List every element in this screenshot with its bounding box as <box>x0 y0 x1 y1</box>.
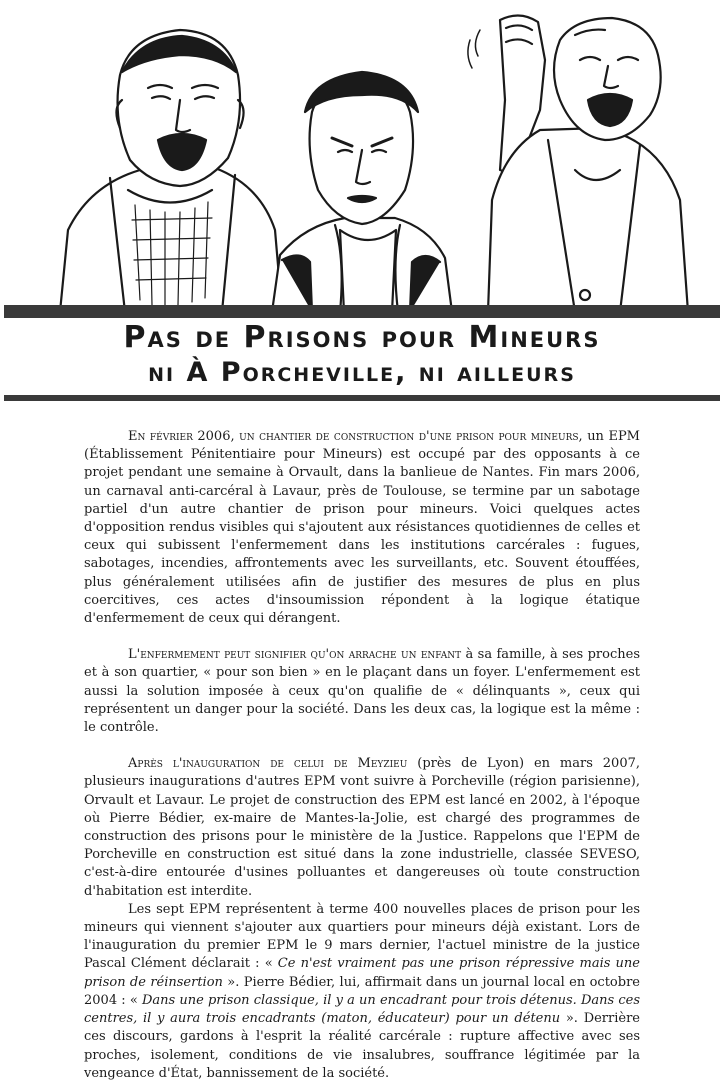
article-body <box>84 428 640 1083</box>
paragraph-4-text-2: ». Pierre Bédier, lui, affirmait dans un journal local en octobre 2004 : « <box>84 974 640 1008</box>
paragraph-4-text-1: Les sept EPM représentent à terme 400 nouvelles places de prison pour les mineurs qui viennent s'ajouter aux quartiers pour mineurs déjà existant. Lors de l'inauguration du premier EPM le 9 mars dernier, l'actuel ministre de la justice Pascal Clément déclarait : « <box>84 901 640 972</box>
paragraph-1 <box>84 428 640 628</box>
title-top-rule <box>4 305 720 318</box>
paragraph-3 <box>84 755 640 901</box>
paragraph-4-quote-1: Ce n'est vraiment pas une prison répressive mais une prison de réinsertion <box>84 956 640 990</box>
angry-boy-center-figure <box>272 72 452 312</box>
paragraph-4 <box>84 901 640 1083</box>
page-title-line-1: Pas de Prisons pour Mineurs <box>123 320 601 355</box>
paragraph-3-lead: Après l'inauguration de celui de Meyzieu <box>128 756 408 772</box>
title-bottom-rule <box>4 395 720 401</box>
page-title-line-2: ni À Porcheville, ni ailleurs <box>148 357 576 388</box>
three-boys-illustration <box>0 0 724 312</box>
paragraph-2 <box>84 646 640 737</box>
title-block <box>0 320 724 390</box>
paragraph-1-lead: En février 2006, un chantier de construction d'une prison pour mineurs, <box>128 429 583 444</box>
shouting-boy-right-figure <box>468 15 688 312</box>
shouting-boy-left-figure <box>60 30 282 312</box>
paragraph-2-text: à sa famille, à ses proches et à son quartier, « pour son bien » en le plaçant dans un foyer. L'enfermement est aussi la solution imposée à ceux qu'on qualifie de « délinquants », ceux qui représentent un danger pour la société. Dans les deux cas, la logique est la même : le contrôle. <box>84 647 640 736</box>
paragraph-2-lead: L'enfermement peut signifier qu'on arrache un enfant <box>128 647 462 663</box>
paragraph-1-text: un EPM (Établissement Pénitentiaire pour Mineurs) est occupé par des opposants à ce projet pendant une semaine à Orvault, dans la banlieue de Nantes. Fin mars 2006, un carnaval anti-carcéral à Lavaur, près de Toulouse, se termine par un sabotage partiel d'un autre chantier de prison pour mineurs. Voici quelques actes d'opposition rendus visibles qui s'ajoutent aux résistances quotidiennes de celles et ceux qui subissent l'enfermement dans les institutions carcérales : fugues, sabotages, incendies, affrontements avec les surveillants, etc. Souvent étouffées, plus généralement utilisées afin de justifier des mesures de plus en plus coercitives, ces actes d'insoumission répondent à la logique étatique d'enfermement de ceux qui dérangent. <box>84 429 640 627</box>
paragraph-4-text-3: ». Derrière ces discours, gardons à l'esprit la réalité carcérale : rupture affective avec ses proches, isolement, conditions de vie insalubres, souffrance légitimée par la vengeance d'État, bannissement de la société. <box>84 1011 640 1081</box>
paragraph-3-text: (près de Lyon) en mars 2007, plusieurs inaugurations d'autres EPM vont suivre à Porcheville (région parisienne), Orvault et Lavaur. Le projet de construction des EPM est lancé en 2002, à l'époque où Pierre Bédier, ex-maire de Mantes-la-Jolie, est chargé des programmes de construction des prisons pour le ministère de la Justice. Rappelons que l'EPM de Porcheville en construction est situé dans la zone industrielle, classée SEVESO, c'est-à-dire entourée d'usines polluantes et dangereuses où toute construction d'habitation est interdite. <box>84 756 641 899</box>
paragraph-4-quote-2: Dans une prison classique, il y a un encadrant pour trois détenus. Dans ces centres, il y aura trois encadrants (maton, éducateur) pour un détenu <box>84 992 640 1027</box>
